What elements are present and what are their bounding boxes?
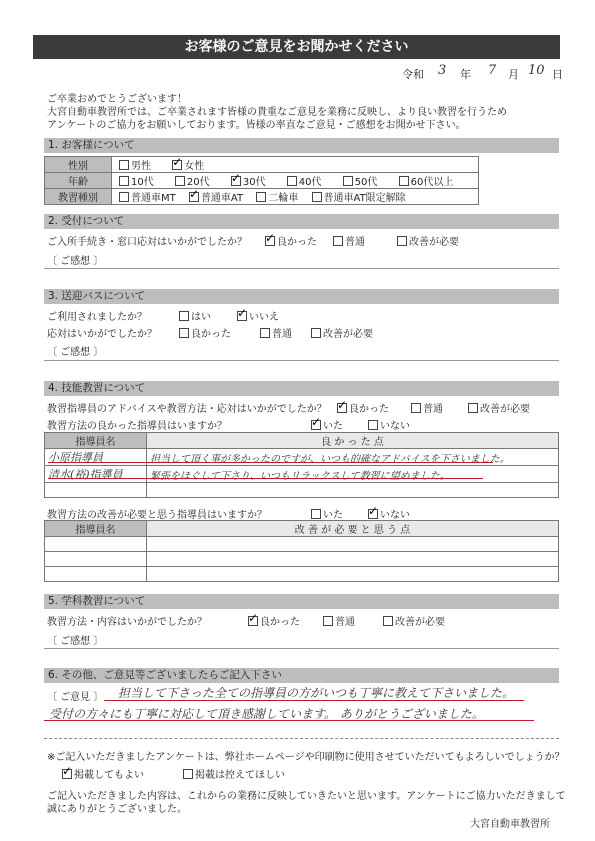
section-2-header: 2. 受付について: [44, 214, 559, 229]
option-30s[interactable]: ✓ 30代: [231, 177, 266, 188]
checkbox-checked-icon: [337, 403, 347, 413]
checkbox-icon: [175, 176, 185, 186]
section-5-header: 5. 学科教習について: [44, 594, 559, 609]
form-title: お客様のご意見をお聞かせください: [33, 35, 560, 59]
col-improvement-points: 改 善 が 必 要 と 思 う 点: [147, 521, 559, 537]
option-mt[interactable]: 普通車MT: [119, 193, 176, 204]
consent-allow[interactable]: ✓掲載してもよい: [62, 766, 144, 781]
table-row: [45, 552, 559, 567]
red-underline: [48, 478, 483, 479]
reception-comment-label: 〔 ご感想 〕: [47, 256, 104, 267]
checkbox-icon: [260, 328, 270, 338]
checkbox-checked-icon: [368, 509, 378, 519]
checkbox-icon: [368, 420, 378, 430]
checkbox-checked-icon: [231, 176, 241, 186]
bad-instructor-table: [44, 520, 559, 582]
checkbox-checked-icon: [248, 616, 258, 626]
checkbox-icon: [119, 192, 129, 202]
opinion-line-1: 担当して下さった全ての指導員の方がいつも丁寧に教えて下さいました。: [118, 686, 515, 700]
checkbox-icon: [183, 769, 193, 779]
divider: [44, 268, 559, 269]
checkbox-icon: [287, 176, 297, 186]
option-motorcycle[interactable]: 二輪車: [256, 193, 298, 204]
consent-question: ※ご記入いただきましたアンケートは、弊社ホームページや印刷物に使用させていただいてもよろしいでしょうか？: [47, 752, 565, 763]
classroom-comment-label: 〔 ご感想 〕: [47, 636, 104, 647]
red-underline: [44, 720, 534, 721]
good-point-cell: 担当して頂く事が多かったのですが、いつも的確なアドバイスを下さいました。: [147, 449, 559, 466]
instructor-good[interactable]: ✓ 良かった: [337, 400, 389, 415]
checkbox-icon: [343, 176, 353, 186]
bad-instructor-no[interactable]: ✓ いない: [368, 506, 410, 521]
checkbox-checked-icon: [237, 311, 247, 321]
option-at[interactable]: ✓ 普通車AT: [189, 193, 243, 204]
date-day: 10: [528, 63, 545, 78]
option-female[interactable]: ✓ 女性: [172, 161, 204, 172]
section-3-header: 3. 送迎バスについて: [44, 289, 559, 304]
checkbox-icon: [333, 236, 343, 246]
red-underline: [48, 462, 493, 463]
date-era: 令和: [402, 68, 424, 81]
option-20s[interactable]: 20代: [175, 177, 210, 188]
checkbox-icon: [312, 192, 322, 202]
good-instructor-yes[interactable]: ✓ いた: [311, 417, 343, 432]
classroom-needs-improvement[interactable]: 改善が必要: [383, 613, 445, 628]
option-male[interactable]: 男性: [119, 161, 151, 172]
row-course-type: [45, 189, 479, 205]
intro-line-2: 大宮自動車教習所では、ご卒業されます皆様の貴重なご意見を業務に反映し、より良い教習を行うため: [47, 107, 507, 118]
bus-normal[interactable]: 普通: [260, 325, 292, 340]
bus-needs-improvement[interactable]: 改善が必要: [311, 325, 373, 340]
date-month: 7: [488, 63, 497, 78]
label-gender: 性別: [45, 157, 112, 173]
bus-usage-question: ご利用されましたか？: [47, 312, 147, 323]
checkbox-icon: [179, 328, 189, 338]
classroom-question: 教習方法・内容はいかがでしたか？: [47, 617, 207, 628]
footer-line-1: ご記入いただきました内容は、これからの業務に反映していきたいと思います。アンケートにご協力いただきまして: [47, 791, 566, 802]
school-signature: 大宮自動車教習所: [470, 819, 550, 830]
option-50s[interactable]: 50代: [343, 177, 378, 188]
row-gender: [45, 157, 479, 173]
classroom-good[interactable]: ✓ 良かった: [248, 613, 300, 628]
checkbox-icon: [397, 236, 407, 246]
bad-instructor-question: 教習方法の改善が必要と思う指導員はいますか？: [47, 510, 267, 521]
section-4-header: 4. 技能教習について: [44, 381, 559, 396]
bus-service-question: 応対はいかがでしたか？: [47, 329, 157, 340]
table-row: [45, 466, 559, 483]
bus-comment-label: 〔 ご感想 〕: [47, 347, 104, 358]
checkbox-icon: [311, 509, 321, 519]
checkbox-icon: [411, 403, 421, 413]
checkbox-checked-icon: [189, 192, 199, 202]
good-point-cell: 緊張をほぐして下さり、いつもリラックスして教習に望めました。: [147, 466, 559, 483]
checkbox-icon: [399, 176, 409, 186]
red-underline: [104, 700, 524, 701]
checkbox-checked-icon: [311, 420, 321, 430]
checkbox-checked-icon: [265, 236, 275, 246]
checkbox-icon: [311, 328, 321, 338]
option-40s[interactable]: 40代: [287, 177, 322, 188]
option-at-limit-removal[interactable]: 普通車AT限定解除: [312, 193, 406, 204]
reception-good[interactable]: ✓ 良かった: [265, 233, 317, 248]
bus-good[interactable]: 良かった: [179, 325, 231, 340]
date-year-unit: 年: [460, 68, 471, 81]
reception-question: ご入所手続き・窓口応対はいかがでしたか？: [47, 237, 247, 248]
label-age: 年齢: [45, 173, 112, 189]
option-60s-plus[interactable]: 60代以上: [399, 177, 454, 188]
checkbox-icon: [119, 160, 129, 170]
reception-needs-improvement[interactable]: 改善が必要: [397, 233, 459, 248]
classroom-normal[interactable]: 普通: [323, 613, 355, 628]
customer-table: [44, 156, 479, 205]
option-10s[interactable]: 10代: [119, 177, 154, 188]
checkbox-icon: [383, 616, 393, 626]
checkbox-icon: [119, 176, 129, 186]
checkbox-checked-icon: [62, 769, 72, 779]
instructor-needs-improvement[interactable]: 改善が必要: [468, 400, 530, 415]
checkbox-checked-icon: [172, 160, 182, 170]
good-instructor-no[interactable]: いない: [368, 417, 410, 432]
divider: [44, 360, 559, 361]
intro-line-1: ご卒業おめでとうございます！: [47, 94, 187, 105]
col-instructor-name: 指導員名: [45, 433, 147, 449]
bus-used-yes[interactable]: はい: [179, 308, 211, 323]
instructor-name-cell: 小原指導員: [45, 449, 147, 466]
date-day-unit: 日: [552, 68, 563, 81]
instructor-normal[interactable]: 普通: [411, 400, 443, 415]
date-month-unit: 月: [508, 68, 519, 81]
footer-line-2: 誠にありがとうございました。: [47, 804, 187, 815]
opinion-label: 〔 ご意見 〕: [47, 692, 104, 703]
table-row: [45, 483, 559, 498]
date-year: 3: [438, 63, 447, 78]
instructor-question: 教習指導員のアドバイスや教習方法・応対はいかがでしたか？: [47, 404, 327, 415]
dashed-divider: [44, 738, 559, 739]
intro-line-3: アンケートのご協力をお願いしております。皆様の率直なご意見・ご感想をお聞かせ下さい。: [47, 120, 466, 131]
consent-decline[interactable]: 掲載は控えてほしい: [183, 766, 285, 781]
section-6-header: 6. その他、ご意見等ございましたらご記入下さい: [44, 668, 559, 683]
reception-normal[interactable]: 普通: [333, 233, 365, 248]
divider: [44, 648, 559, 649]
section-1-header: 1. お客様について: [44, 138, 559, 153]
table-row: [45, 537, 559, 552]
table-row: [45, 567, 559, 582]
bus-used-no[interactable]: ✓ いいえ: [237, 308, 279, 323]
col-instructor-name: 指導員名: [45, 521, 147, 537]
bad-instructor-yes[interactable]: いた: [311, 506, 343, 521]
instructor-name-cell: 清水(裕)指導員: [45, 466, 147, 483]
checkbox-icon: [468, 403, 478, 413]
good-instructor-question: 教習方法の良かった指導員はいますか？: [47, 421, 227, 432]
row-age: [45, 173, 479, 189]
checkbox-icon: [323, 616, 333, 626]
label-course-type: 教習種別: [45, 189, 112, 205]
opinion-line-2: 受付の方々にも丁寧に対応して頂き感謝しています。 ありがとうございました。: [49, 707, 484, 721]
good-instructor-table: [44, 432, 559, 498]
table-header: [45, 521, 559, 537]
checkbox-icon: [179, 311, 189, 321]
checkbox-icon: [256, 192, 266, 202]
col-good-points: 良 か っ た 点: [147, 433, 559, 449]
table-header: [45, 433, 559, 449]
